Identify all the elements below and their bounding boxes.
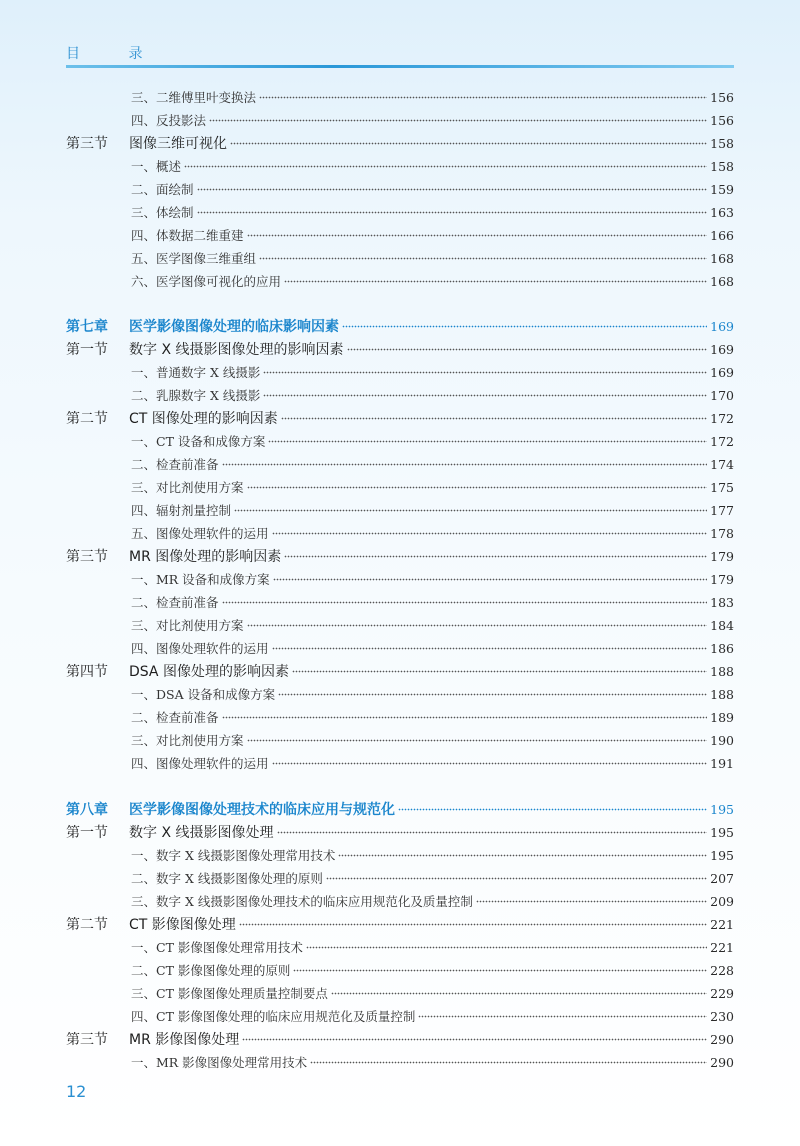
toc-page-number: 209 bbox=[710, 893, 734, 909]
section-number: 第四节 bbox=[66, 664, 108, 680]
toc-entry-label bbox=[66, 133, 227, 153]
section-title: CT 影像图像处理 bbox=[129, 917, 236, 933]
dot-leader bbox=[284, 552, 707, 560]
toc-section-row[interactable] bbox=[66, 338, 734, 360]
toc-item-row[interactable] bbox=[66, 982, 734, 1004]
toc-item-row[interactable] bbox=[66, 890, 734, 912]
toc-item-row[interactable] bbox=[66, 155, 734, 177]
toc-item-row[interactable] bbox=[66, 522, 734, 544]
toc-item-row[interactable] bbox=[66, 936, 734, 958]
dot-leader bbox=[184, 162, 707, 170]
dot-leader bbox=[347, 345, 708, 353]
section-number: 第二节 bbox=[66, 917, 108, 933]
dot-leader bbox=[222, 460, 708, 468]
toc-page-number: 221 bbox=[710, 939, 734, 955]
toc-entry-label: 四、反投影法 bbox=[131, 113, 207, 128]
toc-entry-label: 五、医学图像三维重组 bbox=[131, 251, 257, 266]
toc-item-row[interactable] bbox=[66, 109, 734, 131]
toc-page-number: 188 bbox=[710, 663, 734, 679]
section-number: 第一节 bbox=[66, 342, 108, 358]
section-number: 第二节 bbox=[66, 411, 108, 427]
toc-entry-label bbox=[66, 661, 289, 681]
toc-entry-label: 二、检查前准备 bbox=[131, 710, 219, 725]
toc-entry-label: 一、普通数字 X 线摄影 bbox=[131, 365, 261, 380]
toc-page-number: 178 bbox=[710, 525, 734, 541]
dot-leader bbox=[247, 231, 708, 239]
toc-page-number: 195 bbox=[710, 824, 734, 840]
dot-leader bbox=[398, 805, 707, 813]
toc-entry-label: 三、对比剂使用方案 bbox=[131, 733, 244, 748]
toc-page-number: 186 bbox=[710, 640, 734, 656]
toc-entry-label: 二、检查前准备 bbox=[131, 595, 219, 610]
section-title: 图像三维可视化 bbox=[129, 136, 227, 152]
toc-page-number: 179 bbox=[710, 571, 734, 587]
dot-leader bbox=[273, 575, 707, 583]
chapter-title: 医学影像图像处理技术的临床应用与规范化 bbox=[129, 802, 395, 818]
dot-leader bbox=[259, 254, 707, 262]
toc-page-number: 172 bbox=[710, 433, 734, 449]
toc-entry-label: 三、数字 X 线摄影图像处理技术的临床应用规范化及质量控制 bbox=[131, 894, 473, 909]
toc-entry-label: 三、对比剂使用方案 bbox=[131, 618, 244, 633]
toc-item-row[interactable] bbox=[66, 201, 734, 223]
toc-page-number: 229 bbox=[710, 985, 734, 1001]
toc-item-row[interactable] bbox=[66, 453, 734, 475]
section-title: MR 图像处理的影响因素 bbox=[129, 549, 282, 565]
toc-page-number: 156 bbox=[710, 89, 734, 105]
toc-page-number: 207 bbox=[710, 870, 734, 886]
toc-item-row[interactable] bbox=[66, 476, 734, 498]
toc-entry-label: 六、医学图像可视化的应用 bbox=[131, 274, 282, 289]
toc-entry-label: 二、乳腺数字 X 线摄影 bbox=[131, 388, 261, 403]
toc-entry-label: 三、CT 影像图像处理质量控制要点 bbox=[131, 986, 328, 1001]
toc-chapter-row[interactable] bbox=[66, 315, 734, 337]
header-rule bbox=[66, 65, 734, 68]
toc-entry-label: 四、CT 影像图像处理的临床应用规范化及质量控制 bbox=[131, 1009, 416, 1024]
toc-entry-label bbox=[66, 914, 236, 934]
toc-page-number: 184 bbox=[710, 617, 734, 633]
toc-page-number: 169 bbox=[710, 318, 734, 334]
section-number: 第一节 bbox=[66, 825, 108, 841]
toc-entry-label: 一、CT 设备和成像方案 bbox=[131, 434, 266, 449]
toc-page-number: 156 bbox=[710, 112, 734, 128]
chapter-title: 医学影像图像处理的临床影响因素 bbox=[129, 319, 339, 335]
toc-item-row[interactable] bbox=[66, 867, 734, 889]
toc-entry-label: 四、图像处理软件的运用 bbox=[131, 641, 269, 656]
toc-section-row[interactable] bbox=[66, 1028, 734, 1050]
toc-item-row[interactable] bbox=[66, 729, 734, 751]
running-header bbox=[66, 44, 734, 66]
dot-leader bbox=[247, 736, 708, 744]
section-number: 第三节 bbox=[66, 1032, 108, 1048]
toc-page-number: 170 bbox=[710, 387, 734, 403]
dot-leader bbox=[230, 139, 707, 147]
toc-item-row[interactable] bbox=[66, 224, 734, 246]
toc-entry-label: 三、体绘制 bbox=[131, 205, 194, 220]
toc-page-number: 195 bbox=[710, 801, 734, 817]
toc-page-number: 190 bbox=[710, 732, 734, 748]
toc-entry-label: 四、体数据二维重建 bbox=[131, 228, 244, 243]
toc-page-number: 169 bbox=[710, 364, 734, 380]
dot-leader bbox=[272, 644, 708, 652]
dot-leader bbox=[418, 1012, 707, 1020]
toc-entry-label: 二、数字 X 线摄影图像处理的原则 bbox=[131, 871, 323, 886]
chapter-number: 第八章 bbox=[66, 802, 108, 818]
toc-item-row[interactable] bbox=[66, 637, 734, 659]
dot-leader bbox=[306, 943, 707, 951]
toc-entry-label: 一、CT 影像图像处理常用技术 bbox=[131, 940, 303, 955]
toc-item-row[interactable] bbox=[66, 430, 734, 452]
toc-entry-label: 一、概述 bbox=[131, 159, 182, 174]
toc-entry-label: 五、图像处理软件的运用 bbox=[131, 526, 269, 541]
dot-leader bbox=[263, 391, 707, 399]
toc-entry-label bbox=[66, 546, 281, 566]
toc-page-number: 158 bbox=[710, 135, 734, 151]
toc-item-row[interactable] bbox=[66, 1051, 734, 1073]
dot-leader bbox=[338, 851, 707, 859]
toc-page-number: 163 bbox=[710, 204, 734, 220]
dot-leader bbox=[272, 759, 708, 767]
toc-page-number: 188 bbox=[710, 686, 734, 702]
toc-page-number: 230 bbox=[710, 1008, 734, 1024]
dot-leader bbox=[247, 621, 708, 629]
toc-section-row[interactable] bbox=[66, 545, 734, 567]
toc-entry-label: 一、数字 X 线摄影图像处理常用技术 bbox=[131, 848, 336, 863]
toc-entry-label: 二、CT 影像图像处理的原则 bbox=[131, 963, 291, 978]
dot-leader bbox=[242, 1035, 707, 1043]
chapter-number: 第七章 bbox=[66, 319, 108, 335]
dot-leader bbox=[281, 414, 707, 422]
toc-chapter-row[interactable] bbox=[66, 798, 734, 820]
section-title: CT 图像处理的影响因素 bbox=[129, 411, 278, 427]
toc-page-number: 179 bbox=[710, 548, 734, 564]
toc-entry-label: 三、对比剂使用方案 bbox=[131, 480, 244, 495]
toc-page-number: 191 bbox=[710, 755, 734, 771]
dot-leader bbox=[263, 368, 707, 376]
toc-item-row[interactable] bbox=[66, 178, 734, 200]
toc-page-number: 172 bbox=[710, 410, 734, 426]
toc-entry-label: 四、图像处理软件的运用 bbox=[131, 756, 269, 771]
toc-entry-label: 二、检查前准备 bbox=[131, 457, 219, 472]
toc-page-number: 290 bbox=[710, 1054, 734, 1070]
toc-item-row[interactable] bbox=[66, 614, 734, 636]
section-title: DSA 图像处理的影响因素 bbox=[129, 664, 289, 680]
toc-entry-label bbox=[66, 799, 395, 819]
dot-leader bbox=[284, 277, 707, 285]
toc-item-row[interactable] bbox=[66, 591, 734, 613]
dot-leader bbox=[272, 529, 708, 537]
toc-item-row[interactable] bbox=[66, 86, 734, 108]
toc-page-number: 228 bbox=[710, 962, 734, 978]
dot-leader bbox=[259, 93, 707, 101]
dot-leader bbox=[293, 966, 707, 974]
toc-item-row[interactable] bbox=[66, 1005, 734, 1027]
toc-entry-label bbox=[66, 316, 339, 336]
dot-leader bbox=[222, 713, 708, 721]
toc-page-number: 168 bbox=[710, 273, 734, 289]
toc-entry-label: 一、DSA 设备和成像方案 bbox=[131, 687, 276, 702]
toc-section-row[interactable] bbox=[66, 132, 734, 154]
section-number: 第三节 bbox=[66, 136, 108, 152]
dot-leader bbox=[268, 437, 707, 445]
toc-page-number: 175 bbox=[710, 479, 734, 495]
toc-item-row[interactable] bbox=[66, 384, 734, 406]
toc-item-row[interactable] bbox=[66, 270, 734, 292]
dot-leader bbox=[342, 322, 707, 330]
dot-leader bbox=[222, 598, 708, 606]
dot-leader bbox=[277, 828, 708, 836]
toc-page-number: 195 bbox=[710, 847, 734, 863]
toc-page-number: 159 bbox=[710, 181, 734, 197]
toc-page-number: 290 bbox=[710, 1031, 734, 1047]
toc-entry-label: 三、二维傅里叶变换法 bbox=[131, 90, 257, 105]
dot-leader bbox=[331, 989, 707, 997]
dot-leader bbox=[292, 667, 707, 675]
dot-leader bbox=[234, 506, 707, 514]
toc-item-row[interactable] bbox=[66, 683, 734, 705]
toc-entry-label: 四、辐射剂量控制 bbox=[131, 503, 232, 518]
toc-entry-label bbox=[66, 408, 278, 428]
section-number: 第三节 bbox=[66, 549, 108, 565]
page-number: 12 bbox=[66, 1082, 87, 1101]
toc-item-row[interactable] bbox=[66, 959, 734, 981]
toc-section-row[interactable] bbox=[66, 407, 734, 429]
header-title: 目 录 bbox=[66, 46, 165, 62]
dot-leader bbox=[209, 116, 707, 124]
toc-section-row[interactable] bbox=[66, 821, 734, 843]
dot-leader bbox=[247, 483, 708, 491]
toc-entry-label: 一、MR 设备和成像方案 bbox=[131, 572, 270, 587]
toc-page-number: 177 bbox=[710, 502, 734, 518]
toc-item-row[interactable] bbox=[66, 361, 734, 383]
dot-leader bbox=[476, 897, 707, 905]
toc-section-row[interactable] bbox=[66, 913, 734, 935]
toc-page-number: 221 bbox=[710, 916, 734, 932]
toc-page-number: 174 bbox=[710, 456, 734, 472]
toc-page-number: 166 bbox=[710, 227, 734, 243]
toc-item-row[interactable] bbox=[66, 706, 734, 728]
toc-item-row[interactable] bbox=[66, 844, 734, 866]
toc-page-number: 158 bbox=[710, 158, 734, 174]
section-title: MR 影像图像处理 bbox=[129, 1032, 240, 1048]
dot-leader bbox=[197, 208, 708, 216]
dot-leader bbox=[310, 1058, 707, 1066]
toc-entry-label: 二、面绘制 bbox=[131, 182, 194, 197]
toc-item-row[interactable] bbox=[66, 499, 734, 521]
toc-item-row[interactable] bbox=[66, 752, 734, 774]
toc-entry-label bbox=[66, 1029, 239, 1049]
dot-leader bbox=[197, 185, 708, 193]
dot-leader bbox=[326, 874, 707, 882]
dot-leader bbox=[239, 920, 707, 928]
toc-page-number: 169 bbox=[710, 341, 734, 357]
toc-page-number: 183 bbox=[710, 594, 734, 610]
toc-entry-label bbox=[66, 339, 344, 359]
toc-item-row[interactable] bbox=[66, 568, 734, 590]
toc-page-number: 168 bbox=[710, 250, 734, 266]
section-title: 数字 X 线摄影图像处理的影响因素 bbox=[129, 342, 344, 358]
section-title: 数字 X 线摄影图像处理 bbox=[129, 825, 274, 841]
toc-entry-label: 一、MR 影像图像处理常用技术 bbox=[131, 1055, 308, 1070]
toc-entry-label bbox=[66, 822, 274, 842]
toc-page-number: 189 bbox=[710, 709, 734, 725]
toc-item-row[interactable] bbox=[66, 247, 734, 269]
dot-leader bbox=[278, 690, 707, 698]
toc-section-row[interactable] bbox=[66, 660, 734, 682]
